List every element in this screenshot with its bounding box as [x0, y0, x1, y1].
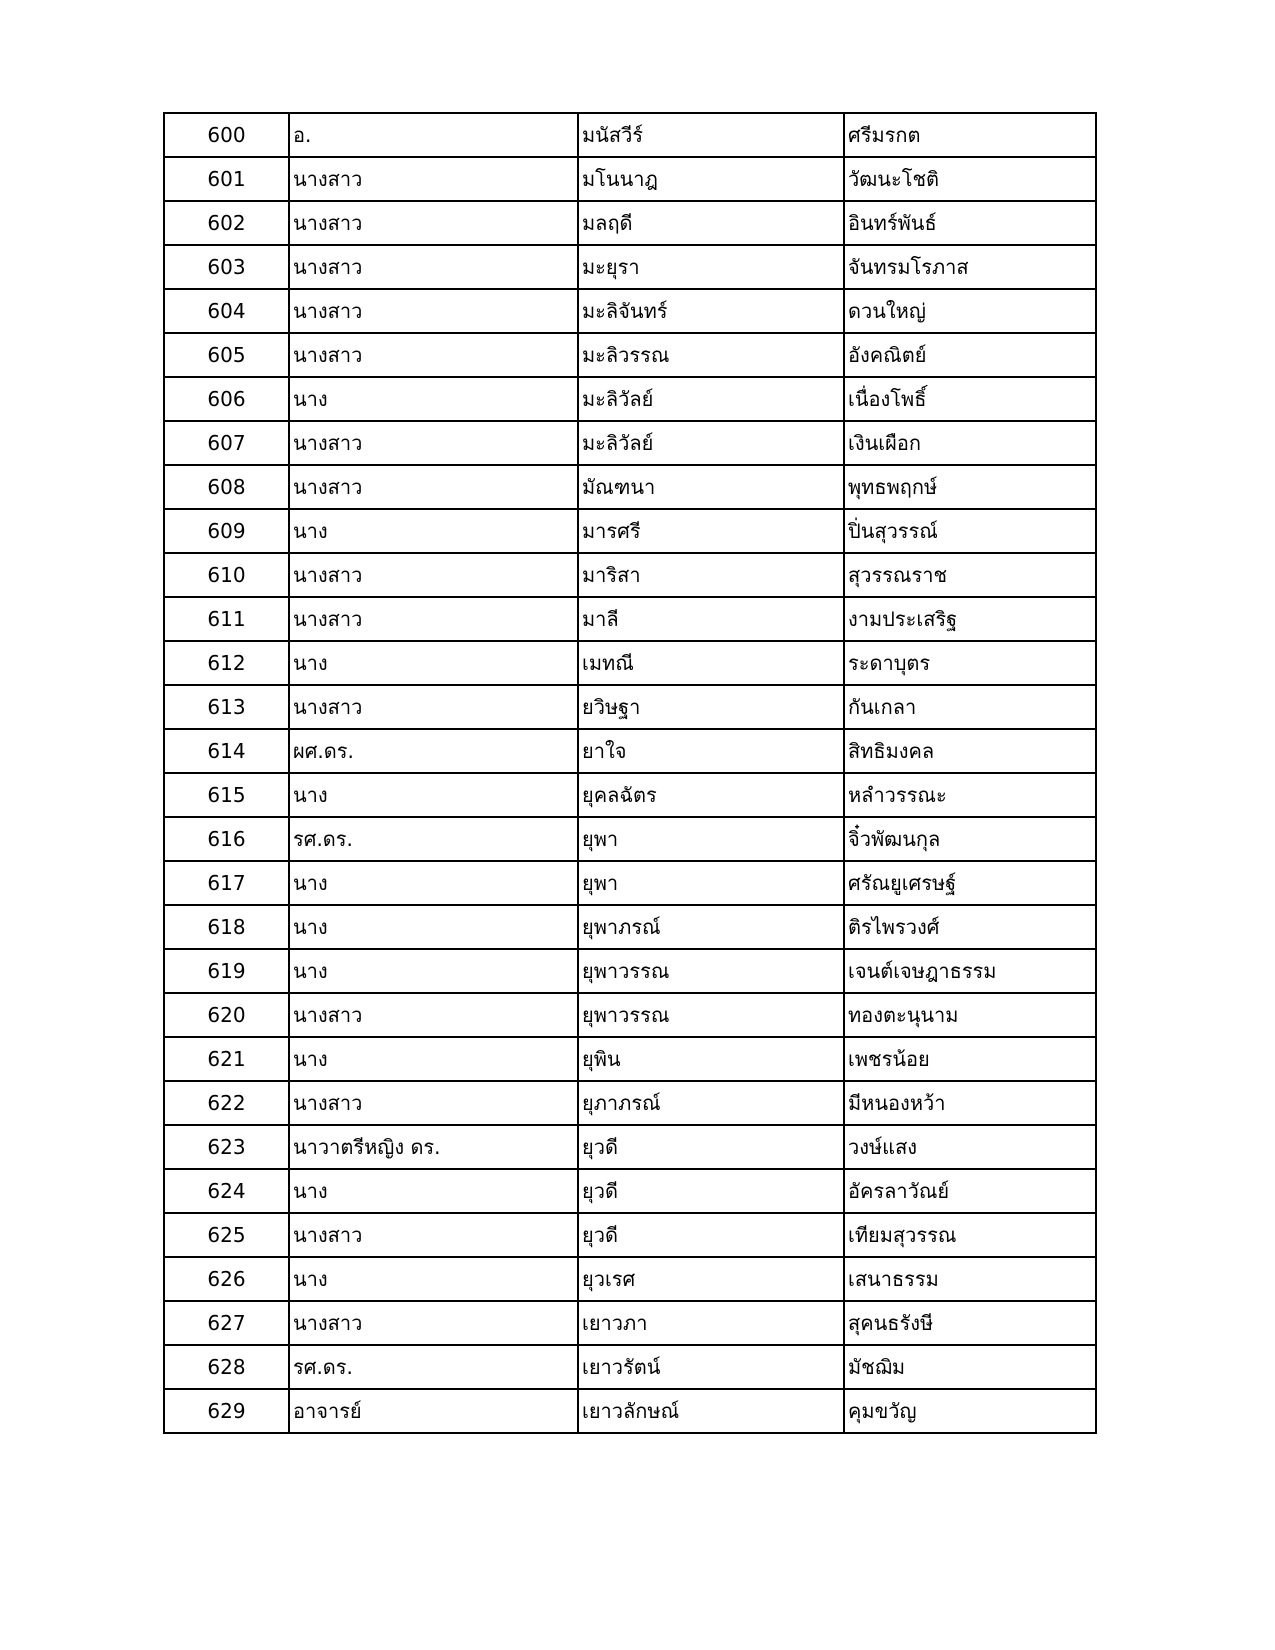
title-cell: นางสาว	[289, 597, 578, 641]
title-cell: นาง	[289, 949, 578, 993]
last-name-cell: เพชรน้อย	[844, 1037, 1096, 1081]
title-cell: นางสาว	[289, 1301, 578, 1345]
title-cell: นาง	[289, 377, 578, 421]
row-number-cell: 623	[164, 1125, 289, 1169]
title-cell: รศ.ดร.	[289, 1345, 578, 1389]
last-name-cell: จันทรมโรภาส	[844, 245, 1096, 289]
title-cell: รศ.ดร.	[289, 817, 578, 861]
last-name-cell: ทองตะนุนาม	[844, 993, 1096, 1037]
last-name-cell: วงษ์แสง	[844, 1125, 1096, 1169]
row-number-cell: 624	[164, 1169, 289, 1213]
last-name-cell: คุมขวัญ	[844, 1389, 1096, 1433]
row-number-cell: 609	[164, 509, 289, 553]
table-row	[164, 905, 1096, 949]
first-name-cell: ยุพาภรณ์	[578, 905, 844, 949]
table-row	[164, 157, 1096, 201]
last-name-cell: เจนต์เจษฎาธรรม	[844, 949, 1096, 993]
title-cell: นาง	[289, 509, 578, 553]
last-name-cell: กันเกลา	[844, 685, 1096, 729]
table-row	[164, 861, 1096, 905]
row-number-cell: 614	[164, 729, 289, 773]
last-name-cell: เนื่องโพธิ์	[844, 377, 1096, 421]
table-row	[164, 993, 1096, 1037]
table-row	[164, 465, 1096, 509]
first-name-cell: ยุวดี	[578, 1125, 844, 1169]
first-name-cell: ยุพาวรรณ	[578, 993, 844, 1037]
title-cell: นางสาว	[289, 1081, 578, 1125]
first-name-cell: มาลี	[578, 597, 844, 641]
row-number-cell: 605	[164, 333, 289, 377]
row-number-cell: 606	[164, 377, 289, 421]
last-name-cell: ศรีมรกต	[844, 113, 1096, 157]
table-row	[164, 949, 1096, 993]
row-number-cell: 617	[164, 861, 289, 905]
last-name-cell: สิทธิมงคล	[844, 729, 1096, 773]
title-cell: นางสาว	[289, 201, 578, 245]
table-row	[164, 1213, 1096, 1257]
row-number-cell: 620	[164, 993, 289, 1037]
table-row	[164, 289, 1096, 333]
table-row	[164, 421, 1096, 465]
last-name-cell: เทียมสุวรรณ	[844, 1213, 1096, 1257]
first-name-cell: มาริสา	[578, 553, 844, 597]
table-row	[164, 333, 1096, 377]
last-name-cell: มัชฌิม	[844, 1345, 1096, 1389]
first-name-cell: ยุวเรศ	[578, 1257, 844, 1301]
title-cell: นาง	[289, 905, 578, 949]
row-number-cell: 615	[164, 773, 289, 817]
last-name-cell: ติรไพรวงศ์	[844, 905, 1096, 949]
row-number-cell: 608	[164, 465, 289, 509]
table-row	[164, 1389, 1096, 1433]
last-name-cell: อัครลาวัณย์	[844, 1169, 1096, 1213]
row-number-cell: 628	[164, 1345, 289, 1389]
table-row	[164, 773, 1096, 817]
first-name-cell: ยุคลฉัตร	[578, 773, 844, 817]
row-number-cell: 616	[164, 817, 289, 861]
title-cell: นางสาว	[289, 245, 578, 289]
title-cell: นางสาว	[289, 157, 578, 201]
row-number-cell: 625	[164, 1213, 289, 1257]
row-number-cell: 601	[164, 157, 289, 201]
row-number-cell: 607	[164, 421, 289, 465]
first-name-cell: เยาวภา	[578, 1301, 844, 1345]
first-name-cell: ยุภาภรณ์	[578, 1081, 844, 1125]
table-row	[164, 685, 1096, 729]
first-name-cell: เยาวลักษณ์	[578, 1389, 844, 1433]
table-row	[164, 1301, 1096, 1345]
first-name-cell: มารศรี	[578, 509, 844, 553]
title-cell: นาง	[289, 1257, 578, 1301]
row-number-cell: 604	[164, 289, 289, 333]
last-name-cell: อินทร์พันธ์	[844, 201, 1096, 245]
row-number-cell: 627	[164, 1301, 289, 1345]
row-number-cell: 600	[164, 113, 289, 157]
last-name-cell: ปิ่นสุวรรณ์	[844, 509, 1096, 553]
row-number-cell: 622	[164, 1081, 289, 1125]
table-row	[164, 817, 1096, 861]
table-row	[164, 1125, 1096, 1169]
title-cell: นางสาว	[289, 465, 578, 509]
table-row	[164, 201, 1096, 245]
row-number-cell: 602	[164, 201, 289, 245]
title-cell: นาวาตรีหญิง ดร.	[289, 1125, 578, 1169]
title-cell: นางสาว	[289, 333, 578, 377]
first-name-cell: เยาวรัตน์	[578, 1345, 844, 1389]
title-cell: นาง	[289, 861, 578, 905]
table-row	[164, 1345, 1096, 1389]
title-cell: ผศ.ดร.	[289, 729, 578, 773]
first-name-cell: มะลิวรรณ	[578, 333, 844, 377]
title-cell: นางสาว	[289, 553, 578, 597]
first-name-cell: ยุพา	[578, 861, 844, 905]
first-name-cell: ยุพาวรรณ	[578, 949, 844, 993]
table-row	[164, 113, 1096, 157]
title-cell: อาจารย์	[289, 1389, 578, 1433]
first-name-cell: ยุวดี	[578, 1169, 844, 1213]
last-name-cell: ระดาบุตร	[844, 641, 1096, 685]
first-name-cell: มะลิวัลย์	[578, 421, 844, 465]
last-name-cell: เงินเผือก	[844, 421, 1096, 465]
first-name-cell: มัณฑนา	[578, 465, 844, 509]
title-cell: นางสาว	[289, 685, 578, 729]
first-name-cell: มะลิวัลย์	[578, 377, 844, 421]
first-name-cell: ยุพิน	[578, 1037, 844, 1081]
last-name-cell: ดวนใหญ่	[844, 289, 1096, 333]
last-name-cell: วัฒนะโชติ	[844, 157, 1096, 201]
last-name-cell: พุทธพฤกษ์	[844, 465, 1096, 509]
table-row	[164, 245, 1096, 289]
table-row	[164, 641, 1096, 685]
last-name-cell: ศรัณยูเศรษฐ์	[844, 861, 1096, 905]
last-name-cell: งามประเสริฐ	[844, 597, 1096, 641]
row-number-cell: 619	[164, 949, 289, 993]
table-row	[164, 1037, 1096, 1081]
row-number-cell: 610	[164, 553, 289, 597]
table-row	[164, 729, 1096, 773]
first-name-cell: มโนนาฎ	[578, 157, 844, 201]
table-row	[164, 377, 1096, 421]
title-cell: อ.	[289, 113, 578, 157]
table-row	[164, 1257, 1096, 1301]
first-name-cell: มะยุรา	[578, 245, 844, 289]
title-cell: นาง	[289, 641, 578, 685]
first-name-cell: ยาใจ	[578, 729, 844, 773]
first-name-cell: ยวิษฐา	[578, 685, 844, 729]
first-name-cell: มนัสวีร์	[578, 113, 844, 157]
row-number-cell: 618	[164, 905, 289, 949]
last-name-cell: อังคณิตย์	[844, 333, 1096, 377]
last-name-cell: มีหนองหว้า	[844, 1081, 1096, 1125]
row-number-cell: 603	[164, 245, 289, 289]
first-name-cell: ยุวดี	[578, 1213, 844, 1257]
row-number-cell: 613	[164, 685, 289, 729]
first-name-cell: มะลิจันทร์	[578, 289, 844, 333]
first-name-cell: มลฤดี	[578, 201, 844, 245]
first-name-cell: ยุพา	[578, 817, 844, 861]
table-row	[164, 1169, 1096, 1213]
title-cell: นางสาว	[289, 1213, 578, 1257]
roster-table	[163, 112, 1097, 1434]
roster-table-body	[164, 113, 1096, 1433]
row-number-cell: 629	[164, 1389, 289, 1433]
row-number-cell: 612	[164, 641, 289, 685]
last-name-cell: เสนาธรรม	[844, 1257, 1096, 1301]
title-cell: นาง	[289, 1037, 578, 1081]
last-name-cell: สุวรรณราช	[844, 553, 1096, 597]
first-name-cell: เมทณี	[578, 641, 844, 685]
row-number-cell: 611	[164, 597, 289, 641]
table-row	[164, 509, 1096, 553]
last-name-cell: สุคนธรังษี	[844, 1301, 1096, 1345]
title-cell: นางสาว	[289, 289, 578, 333]
title-cell: นางสาว	[289, 993, 578, 1037]
last-name-cell: จิ๋วพัฒนกุล	[844, 817, 1096, 861]
table-row	[164, 553, 1096, 597]
title-cell: นาง	[289, 773, 578, 817]
row-number-cell: 626	[164, 1257, 289, 1301]
table-row	[164, 1081, 1096, 1125]
title-cell: นาง	[289, 1169, 578, 1213]
title-cell: นางสาว	[289, 421, 578, 465]
last-name-cell: หลำวรรณะ	[844, 773, 1096, 817]
table-row	[164, 597, 1096, 641]
row-number-cell: 621	[164, 1037, 289, 1081]
